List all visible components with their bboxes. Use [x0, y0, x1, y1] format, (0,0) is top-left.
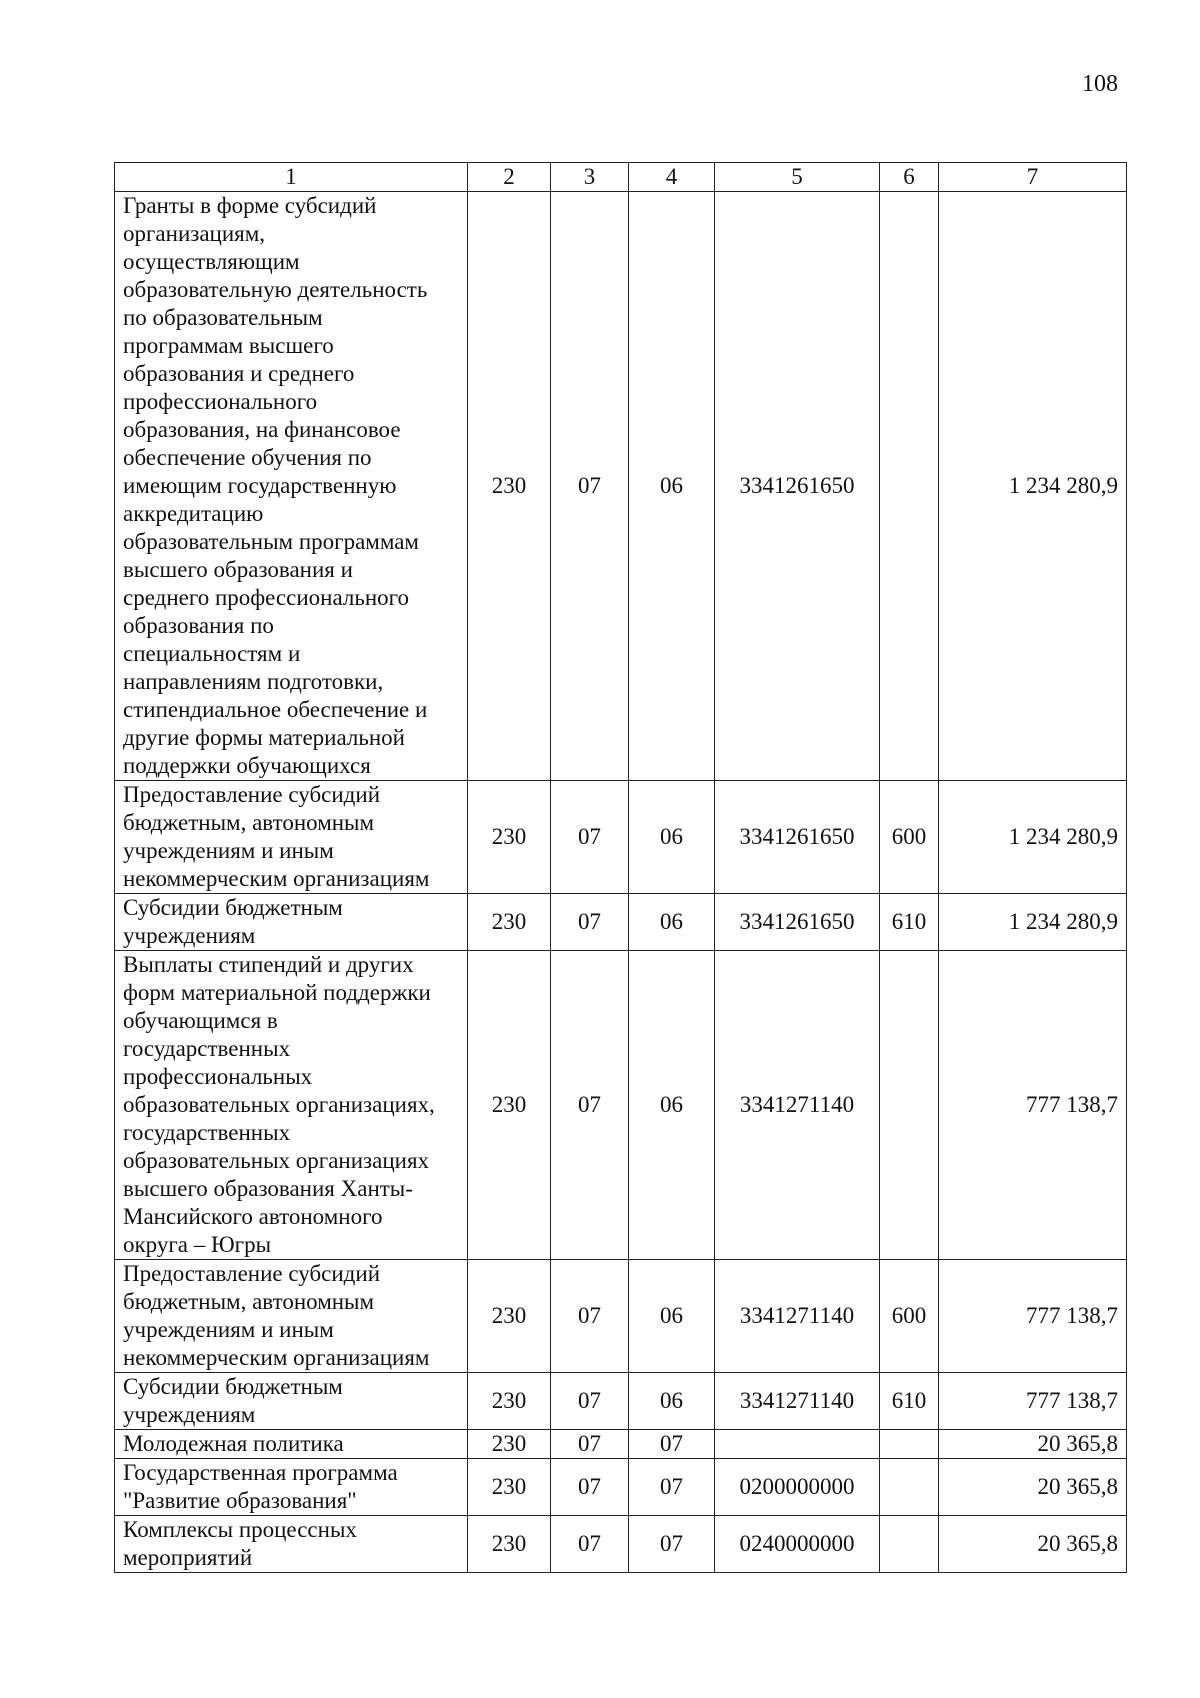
column-header-1: 1	[115, 163, 468, 192]
row-name: Предоставление субсидий бюджетным, автономным учреждениям и иным некоммерческим организациям	[115, 781, 468, 894]
row-code-target: 3341271140	[715, 951, 880, 1260]
row-code-ministry: 230	[468, 1260, 551, 1373]
table-row	[115, 192, 1127, 781]
row-code-subsection: 07	[629, 1516, 715, 1573]
row-amount: 777 138,7	[939, 1260, 1127, 1373]
row-code-ministry: 230	[468, 951, 551, 1260]
column-header-3: 3	[551, 163, 629, 192]
row-code-section: 07	[551, 894, 629, 951]
row-code-subsection: 06	[629, 192, 715, 781]
budget-table	[114, 162, 1127, 1573]
row-code-target: 3341261650	[715, 192, 880, 781]
row-code-expense-type: 600	[880, 781, 939, 894]
row-code-target: 3341271140	[715, 1373, 880, 1430]
table-row	[115, 1260, 1127, 1373]
row-code-section: 07	[551, 951, 629, 1260]
row-name: Комплексы процессных мероприятий	[115, 1516, 468, 1573]
row-code-section: 07	[551, 192, 629, 781]
table-row	[115, 894, 1127, 951]
table-row	[115, 1430, 1127, 1459]
row-code-expense-type	[880, 1459, 939, 1516]
row-code-target: 3341271140	[715, 1260, 880, 1373]
table-row	[115, 1516, 1127, 1573]
row-code-ministry: 230	[468, 1459, 551, 1516]
row-code-expense-type	[880, 1516, 939, 1573]
row-code-ministry: 230	[468, 1430, 551, 1459]
row-code-target: 0240000000	[715, 1516, 880, 1573]
row-code-subsection: 06	[629, 1260, 715, 1373]
row-name: Субсидии бюджетным учреждениям	[115, 1373, 468, 1430]
row-amount: 20 365,8	[939, 1516, 1127, 1573]
page-number: 108	[1082, 71, 1118, 97]
row-name: Предоставление субсидий бюджетным, автономным учреждениям и иным некоммерческим организациям	[115, 1260, 468, 1373]
row-code-expense-type: 600	[880, 1260, 939, 1373]
row-code-section: 07	[551, 1430, 629, 1459]
row-code-target: 3341261650	[715, 781, 880, 894]
column-header-6: 6	[880, 163, 939, 192]
row-amount: 1 234 280,9	[939, 781, 1127, 894]
row-code-expense-type	[880, 192, 939, 781]
row-amount: 777 138,7	[939, 951, 1127, 1260]
row-code-ministry: 230	[468, 781, 551, 894]
row-code-subsection: 06	[629, 951, 715, 1260]
row-code-section: 07	[551, 1260, 629, 1373]
row-code-target: 3341261650	[715, 894, 880, 951]
row-code-section: 07	[551, 1373, 629, 1430]
row-name: Субсидии бюджетным учреждениям	[115, 894, 468, 951]
column-header-7: 7	[939, 163, 1127, 192]
row-code-subsection: 06	[629, 1373, 715, 1430]
column-header-4: 4	[629, 163, 715, 192]
row-amount: 20 365,8	[939, 1459, 1127, 1516]
row-code-expense-type: 610	[880, 894, 939, 951]
row-code-ministry: 230	[468, 1516, 551, 1573]
table-row	[115, 1373, 1127, 1430]
row-amount: 1 234 280,9	[939, 894, 1127, 951]
row-code-section: 07	[551, 1516, 629, 1573]
row-code-subsection: 07	[629, 1459, 715, 1516]
column-header-5: 5	[715, 163, 880, 192]
table-row	[115, 951, 1127, 1260]
row-name: Государственная программа "Развитие образования"	[115, 1459, 468, 1516]
row-code-section: 07	[551, 1459, 629, 1516]
table-row	[115, 781, 1127, 894]
row-amount: 1 234 280,9	[939, 192, 1127, 781]
row-code-ministry: 230	[468, 192, 551, 781]
row-code-expense-type	[880, 951, 939, 1260]
row-code-subsection: 06	[629, 894, 715, 951]
row-code-ministry: 230	[468, 1373, 551, 1430]
row-code-expense-type	[880, 1430, 939, 1459]
row-name: Гранты в форме субсидий организациям, осуществляющим образовательную деятельность по образовательным программам высшего образования и среднего профессионального образования, на финансовое обеспечение обучения по имеющим государственную аккредитацию образовательным программам высшего образования и среднего профессионального образования по специальностям и направлениям подготовки, стипендиальное обеспечение и другие формы материальной поддержки обучающихся	[115, 192, 468, 781]
row-code-target: 0200000000	[715, 1459, 880, 1516]
row-code-section: 07	[551, 781, 629, 894]
row-name: Выплаты стипендий и других форм материальной поддержки обучающимся в государственных профессиональных образовательных организациях, государственных образовательных организациях высшего образования Ханты- Мансийского автономного округа – Югры	[115, 951, 468, 1260]
row-amount: 777 138,7	[939, 1373, 1127, 1430]
header-row	[115, 163, 1127, 192]
row-code-target	[715, 1430, 880, 1459]
column-header-2: 2	[468, 163, 551, 192]
row-code-subsection: 06	[629, 781, 715, 894]
row-code-expense-type: 610	[880, 1373, 939, 1430]
table-row	[115, 1459, 1127, 1516]
row-code-subsection: 07	[629, 1430, 715, 1459]
row-code-ministry: 230	[468, 894, 551, 951]
row-name: Молодежная политика	[115, 1430, 468, 1459]
row-amount: 20 365,8	[939, 1430, 1127, 1459]
